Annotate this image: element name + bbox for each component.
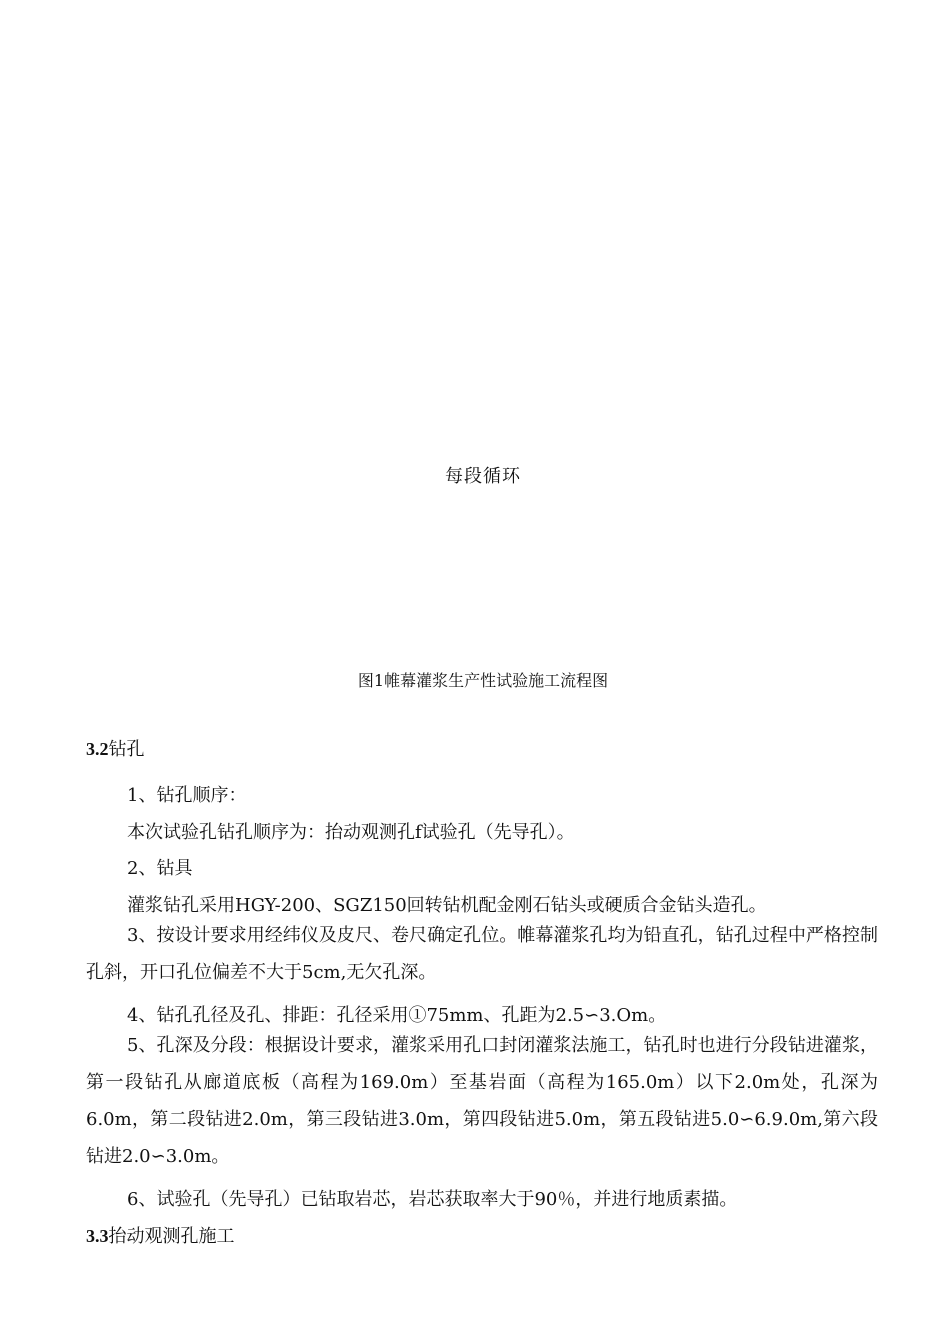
section-title: 抬动观测孔施工 (108, 1226, 235, 1247)
paragraph-drill-tools-heading: 2、钻具 (127, 858, 193, 879)
flowchart-cycle-label: 每段循环 (445, 466, 521, 487)
section-number: 3.2 (86, 739, 109, 759)
paragraph-core-sampling: 6、试验孔（先导孔）已钻取岩芯，岩芯获取率大于90％，并进行地质素描。 (127, 1189, 738, 1210)
paragraph-hole-positioning: 3、按设计要求用经纬仪及皮尺、卷尺确定孔位。帷幕灌浆孔均为铅直孔，钻孔过程中严格控制孔斜，开口孔位偏差不大于5cm,无欠孔深。 (86, 925, 878, 983)
paragraph-hole-depth-segments: 5、孔深及分段：根据设计要求，灌浆采用孔口封闭灌浆法施工，钻孔时也进行分段钻进灌浆，第一段钻孔从廊道底板（高程为169.0m）至基岩面（高程为165.0m）以下2.0m处，孔深为6.0m，第二段钻进2.0m，第三段钻进3.0m，第四段钻进5.0m，第五段钻进5.0∽6.9.0m,第六段钻进2.0∽3.0m。 (86, 1035, 878, 1167)
paragraph-drill-tools: 灌浆钻孔采用HGY-200、SGZ150回转钻机配金刚石钻头或硬质合金钻头造孔。 (127, 895, 767, 916)
section-number: 3.3 (86, 1226, 109, 1246)
figure-caption: 图1帷幕灌浆生产性试验施工流程图 (357, 671, 609, 690)
section-heading-3-2 (86, 735, 145, 761)
paragraph-drilling-order: 本次试验孔钻孔顺序为：抬动观测孔f试验孔（先导孔）。 (127, 822, 575, 843)
section-title: 钻孔 (108, 739, 145, 760)
paragraph-drilling-order-heading: 1、钻孔顺序： (127, 785, 247, 806)
paragraph-hole-diameter-spacing: 4、钻孔孔径及孔、排距：孔径采用①75mm、孔距为2.5∽3.Om。 (127, 1005, 667, 1026)
section-heading-3-3 (86, 1222, 235, 1248)
